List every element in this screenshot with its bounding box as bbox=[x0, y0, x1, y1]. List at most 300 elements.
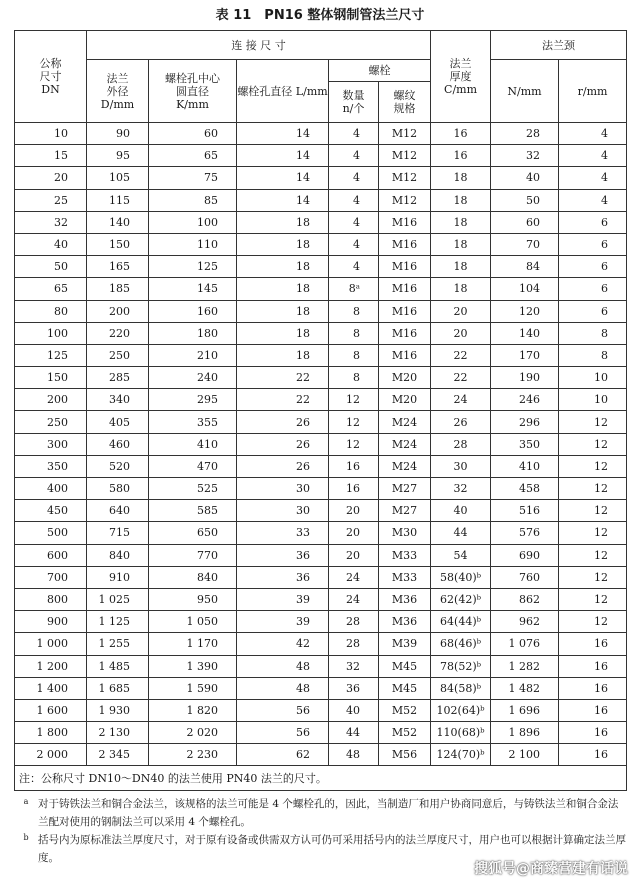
cell-hole-diameter: 14 bbox=[237, 167, 329, 189]
cell-hole-diameter: 18 bbox=[237, 300, 329, 322]
table-row bbox=[15, 455, 627, 477]
cell-outer-diameter: 285 bbox=[87, 367, 149, 389]
cell-bolt-circle: 2 230 bbox=[149, 744, 237, 766]
cell-outer-diameter: 520 bbox=[87, 455, 149, 477]
cell-hole-diameter: 56 bbox=[237, 699, 329, 721]
table-row bbox=[15, 433, 627, 455]
cell-neck-n: 350 bbox=[491, 433, 559, 455]
cell-thickness: 124(70)ᵇ bbox=[431, 744, 491, 766]
cell-neck-n: 1 076 bbox=[491, 633, 559, 655]
cell-bolt-count: 48 bbox=[329, 744, 379, 766]
cell-thickness: 16 bbox=[431, 145, 491, 167]
cell-hole-diameter: 42 bbox=[237, 633, 329, 655]
cell-bolt-thread: M20 bbox=[379, 389, 431, 411]
cell-thickness: 84(58)ᵇ bbox=[431, 677, 491, 699]
cell-bolt-circle: 295 bbox=[149, 389, 237, 411]
cell-bolt-count: 8 bbox=[329, 344, 379, 366]
cell-dn: 300 bbox=[15, 433, 87, 455]
cell-bolt-thread: M30 bbox=[379, 522, 431, 544]
cell-hole-diameter: 36 bbox=[237, 566, 329, 588]
cell-bolt-thread: M12 bbox=[379, 189, 431, 211]
cell-neck-r: 6 bbox=[559, 278, 627, 300]
table-row bbox=[15, 367, 627, 389]
cell-neck-r: 12 bbox=[559, 433, 627, 455]
cell-bolt-count: 20 bbox=[329, 522, 379, 544]
cell-hole-diameter: 18 bbox=[237, 322, 329, 344]
cell-dn: 400 bbox=[15, 478, 87, 500]
cell-neck-n: 32 bbox=[491, 145, 559, 167]
cell-bolt-circle: 210 bbox=[149, 344, 237, 366]
cell-hole-diameter: 33 bbox=[237, 522, 329, 544]
cell-bolt-thread: M56 bbox=[379, 744, 431, 766]
cell-bolt-circle: 110 bbox=[149, 233, 237, 255]
cell-thickness: 30 bbox=[431, 455, 491, 477]
cell-hole-diameter: 36 bbox=[237, 544, 329, 566]
cell-bolt-count: 8ᵃ bbox=[329, 278, 379, 300]
cell-bolt-count: 28 bbox=[329, 633, 379, 655]
cell-bolt-thread: M24 bbox=[379, 455, 431, 477]
cell-bolt-count: 24 bbox=[329, 566, 379, 588]
cell-thickness: 68(46)ᵇ bbox=[431, 633, 491, 655]
cell-neck-r: 16 bbox=[559, 633, 627, 655]
table-row bbox=[15, 588, 627, 610]
table-row bbox=[15, 278, 627, 300]
cell-dn: 25 bbox=[15, 189, 87, 211]
cell-outer-diameter: 715 bbox=[87, 522, 149, 544]
cell-bolt-circle: 145 bbox=[149, 278, 237, 300]
cell-neck-r: 16 bbox=[559, 655, 627, 677]
table-row bbox=[15, 500, 627, 522]
cell-thickness: 24 bbox=[431, 389, 491, 411]
cell-neck-n: 120 bbox=[491, 300, 559, 322]
cell-neck-n: 1 896 bbox=[491, 722, 559, 744]
cell-bolt-count: 4 bbox=[329, 211, 379, 233]
cell-thickness: 16 bbox=[431, 123, 491, 145]
cell-outer-diameter: 220 bbox=[87, 322, 149, 344]
cell-neck-r: 8 bbox=[559, 344, 627, 366]
cell-thickness: 28 bbox=[431, 433, 491, 455]
header-thickness: 法兰 厚度 C/mm bbox=[431, 31, 491, 123]
table-row bbox=[15, 566, 627, 588]
footnotes bbox=[14, 795, 626, 867]
table-note: 注：公称尺寸 DN10～DN40 的法兰使用 PN40 法兰的尺寸。 bbox=[15, 766, 627, 791]
table-row bbox=[15, 633, 627, 655]
cell-bolt-thread: M24 bbox=[379, 433, 431, 455]
table-row bbox=[15, 300, 627, 322]
cell-hole-diameter: 14 bbox=[237, 189, 329, 211]
cell-thickness: 18 bbox=[431, 256, 491, 278]
cell-bolt-count: 12 bbox=[329, 433, 379, 455]
table-title: 表 11 PN16 整体钢制管法兰尺寸 bbox=[215, 8, 425, 23]
cell-outer-diameter: 405 bbox=[87, 411, 149, 433]
cell-dn: 150 bbox=[15, 367, 87, 389]
cell-hole-diameter: 26 bbox=[237, 433, 329, 455]
cell-bolt-count: 24 bbox=[329, 588, 379, 610]
cell-bolt-circle: 950 bbox=[149, 588, 237, 610]
cell-bolt-circle: 1 820 bbox=[149, 699, 237, 721]
cell-neck-n: 1 482 bbox=[491, 677, 559, 699]
cell-bolt-thread: M12 bbox=[379, 167, 431, 189]
cell-neck-r: 12 bbox=[559, 455, 627, 477]
cell-hole-diameter: 18 bbox=[237, 256, 329, 278]
cell-thickness: 22 bbox=[431, 367, 491, 389]
table-row bbox=[15, 322, 627, 344]
cell-hole-diameter: 18 bbox=[237, 278, 329, 300]
cell-thickness: 18 bbox=[431, 278, 491, 300]
cell-neck-r: 12 bbox=[559, 522, 627, 544]
cell-neck-n: 70 bbox=[491, 233, 559, 255]
cell-outer-diameter: 910 bbox=[87, 566, 149, 588]
cell-neck-n: 104 bbox=[491, 278, 559, 300]
table-row bbox=[15, 699, 627, 721]
cell-thickness: 18 bbox=[431, 189, 491, 211]
cell-neck-n: 410 bbox=[491, 455, 559, 477]
cell-hole-diameter: 48 bbox=[237, 677, 329, 699]
cell-neck-r: 16 bbox=[559, 722, 627, 744]
cell-outer-diameter: 250 bbox=[87, 344, 149, 366]
cell-dn: 2 000 bbox=[15, 744, 87, 766]
cell-dn: 32 bbox=[15, 211, 87, 233]
table-row bbox=[15, 722, 627, 744]
cell-thickness: 78(52)ᵇ bbox=[431, 655, 491, 677]
cell-bolt-count: 40 bbox=[329, 699, 379, 721]
cell-thickness: 26 bbox=[431, 411, 491, 433]
cell-hole-diameter: 39 bbox=[237, 588, 329, 610]
cell-bolt-circle: 240 bbox=[149, 367, 237, 389]
cell-dn: 40 bbox=[15, 233, 87, 255]
cell-bolt-circle: 585 bbox=[149, 500, 237, 522]
cell-bolt-count: 8 bbox=[329, 300, 379, 322]
cell-thickness: 110(68)ᵇ bbox=[431, 722, 491, 744]
footnote-text: 对于铸铁法兰和铜合金法兰，该规格的法兰可能是 4 个螺栓孔的，因此，当制造厂和用户协商同意后，与铸铁法兰和铜合金法兰配对使用的钢制法兰可以采用 4 个螺栓孔。 bbox=[38, 798, 619, 828]
cell-neck-n: 1 696 bbox=[491, 699, 559, 721]
header-bolt-circle: 螺栓孔中心 圆直径 K/mm bbox=[149, 60, 237, 123]
cell-outer-diameter: 1 685 bbox=[87, 677, 149, 699]
cell-hole-diameter: 18 bbox=[237, 233, 329, 255]
cell-neck-r: 16 bbox=[559, 744, 627, 766]
cell-bolt-circle: 2 020 bbox=[149, 722, 237, 744]
cell-outer-diameter: 95 bbox=[87, 145, 149, 167]
table-row bbox=[15, 189, 627, 211]
cell-dn: 600 bbox=[15, 544, 87, 566]
cell-dn: 1 600 bbox=[15, 699, 87, 721]
cell-bolt-count: 16 bbox=[329, 478, 379, 500]
cell-outer-diameter: 115 bbox=[87, 189, 149, 211]
cell-neck-n: 1 282 bbox=[491, 655, 559, 677]
cell-bolt-thread: M52 bbox=[379, 699, 431, 721]
cell-dn: 20 bbox=[15, 167, 87, 189]
cell-neck-r: 12 bbox=[559, 500, 627, 522]
cell-dn: 65 bbox=[15, 278, 87, 300]
cell-dn: 1 200 bbox=[15, 655, 87, 677]
cell-bolt-thread: M45 bbox=[379, 677, 431, 699]
cell-bolt-circle: 160 bbox=[149, 300, 237, 322]
cell-outer-diameter: 1 025 bbox=[87, 588, 149, 610]
cell-thickness: 32 bbox=[431, 478, 491, 500]
cell-hole-diameter: 22 bbox=[237, 389, 329, 411]
cell-outer-diameter: 1 930 bbox=[87, 699, 149, 721]
cell-neck-r: 12 bbox=[559, 544, 627, 566]
cell-dn: 700 bbox=[15, 566, 87, 588]
cell-neck-n: 246 bbox=[491, 389, 559, 411]
cell-outer-diameter: 1 485 bbox=[87, 655, 149, 677]
cell-neck-r: 12 bbox=[559, 478, 627, 500]
cell-thickness: 18 bbox=[431, 167, 491, 189]
header-neck-n: N/mm bbox=[491, 60, 559, 123]
header-bolt-count: 数量 n/个 bbox=[329, 82, 379, 123]
cell-dn: 15 bbox=[15, 145, 87, 167]
cell-neck-n: 962 bbox=[491, 611, 559, 633]
cell-bolt-thread: M33 bbox=[379, 544, 431, 566]
cell-neck-r: 12 bbox=[559, 566, 627, 588]
cell-bolt-count: 12 bbox=[329, 411, 379, 433]
cell-bolt-circle: 1 170 bbox=[149, 633, 237, 655]
cell-bolt-thread: M20 bbox=[379, 367, 431, 389]
cell-neck-n: 760 bbox=[491, 566, 559, 588]
cell-bolt-count: 12 bbox=[329, 389, 379, 411]
cell-bolt-thread: M12 bbox=[379, 123, 431, 145]
cell-dn: 800 bbox=[15, 588, 87, 610]
cell-outer-diameter: 105 bbox=[87, 167, 149, 189]
cell-thickness: 64(44)ᵇ bbox=[431, 611, 491, 633]
cell-bolt-circle: 75 bbox=[149, 167, 237, 189]
cell-outer-diameter: 150 bbox=[87, 233, 149, 255]
cell-hole-diameter: 48 bbox=[237, 655, 329, 677]
cell-neck-n: 84 bbox=[491, 256, 559, 278]
table-row bbox=[15, 145, 627, 167]
table-row bbox=[15, 123, 627, 145]
cell-thickness: 20 bbox=[431, 322, 491, 344]
header-bolt-thread: 螺纹 规格 bbox=[379, 82, 431, 123]
cell-bolt-thread: M16 bbox=[379, 300, 431, 322]
cell-dn: 1 800 bbox=[15, 722, 87, 744]
header-bolt: 螺栓 bbox=[329, 60, 431, 82]
table-row bbox=[15, 611, 627, 633]
cell-hole-diameter: 14 bbox=[237, 145, 329, 167]
cell-neck-n: 862 bbox=[491, 588, 559, 610]
cell-bolt-thread: M24 bbox=[379, 411, 431, 433]
cell-neck-n: 190 bbox=[491, 367, 559, 389]
cell-hole-diameter: 39 bbox=[237, 611, 329, 633]
cell-hole-diameter: 56 bbox=[237, 722, 329, 744]
table-row bbox=[15, 544, 627, 566]
cell-bolt-count: 4 bbox=[329, 145, 379, 167]
cell-thickness: 18 bbox=[431, 211, 491, 233]
cell-dn: 1 000 bbox=[15, 633, 87, 655]
table-row bbox=[15, 411, 627, 433]
cell-dn: 100 bbox=[15, 322, 87, 344]
cell-neck-n: 576 bbox=[491, 522, 559, 544]
cell-bolt-thread: M27 bbox=[379, 500, 431, 522]
cell-bolt-circle: 60 bbox=[149, 123, 237, 145]
cell-dn: 50 bbox=[15, 256, 87, 278]
cell-bolt-thread: M16 bbox=[379, 233, 431, 255]
table-row bbox=[15, 211, 627, 233]
cell-outer-diameter: 200 bbox=[87, 300, 149, 322]
cell-thickness: 40 bbox=[431, 500, 491, 522]
cell-hole-diameter: 26 bbox=[237, 455, 329, 477]
cell-bolt-count: 4 bbox=[329, 256, 379, 278]
cell-outer-diameter: 580 bbox=[87, 478, 149, 500]
cell-dn: 350 bbox=[15, 455, 87, 477]
cell-bolt-circle: 355 bbox=[149, 411, 237, 433]
cell-hole-diameter: 30 bbox=[237, 478, 329, 500]
cell-bolt-count: 4 bbox=[329, 233, 379, 255]
cell-outer-diameter: 2 130 bbox=[87, 722, 149, 744]
cell-dn: 500 bbox=[15, 522, 87, 544]
cell-hole-diameter: 18 bbox=[237, 344, 329, 366]
cell-bolt-count: 36 bbox=[329, 677, 379, 699]
cell-bolt-thread: M16 bbox=[379, 322, 431, 344]
table-row bbox=[15, 522, 627, 544]
cell-neck-r: 6 bbox=[559, 211, 627, 233]
cell-bolt-count: 28 bbox=[329, 611, 379, 633]
cell-hole-diameter: 26 bbox=[237, 411, 329, 433]
cell-bolt-count: 20 bbox=[329, 500, 379, 522]
cell-outer-diameter: 90 bbox=[87, 123, 149, 145]
table-row bbox=[15, 344, 627, 366]
cell-thickness: 58(40)ᵇ bbox=[431, 566, 491, 588]
table-row bbox=[15, 167, 627, 189]
cell-neck-n: 170 bbox=[491, 344, 559, 366]
cell-bolt-count: 16 bbox=[329, 455, 379, 477]
cell-bolt-circle: 1 390 bbox=[149, 655, 237, 677]
cell-hole-diameter: 22 bbox=[237, 367, 329, 389]
cell-bolt-thread: M16 bbox=[379, 211, 431, 233]
cell-neck-n: 690 bbox=[491, 544, 559, 566]
cell-thickness: 18 bbox=[431, 233, 491, 255]
cell-hole-diameter: 14 bbox=[237, 123, 329, 145]
table-row bbox=[15, 233, 627, 255]
table-row bbox=[15, 478, 627, 500]
cell-bolt-circle: 770 bbox=[149, 544, 237, 566]
cell-thickness: 54 bbox=[431, 544, 491, 566]
cell-bolt-circle: 100 bbox=[149, 211, 237, 233]
cell-bolt-thread: M33 bbox=[379, 566, 431, 588]
cell-neck-r: 6 bbox=[559, 256, 627, 278]
cell-neck-n: 140 bbox=[491, 322, 559, 344]
cell-bolt-thread: M12 bbox=[379, 145, 431, 167]
cell-bolt-count: 8 bbox=[329, 322, 379, 344]
cell-hole-diameter: 30 bbox=[237, 500, 329, 522]
cell-bolt-thread: M16 bbox=[379, 278, 431, 300]
cell-bolt-circle: 85 bbox=[149, 189, 237, 211]
cell-dn: 80 bbox=[15, 300, 87, 322]
cell-dn: 250 bbox=[15, 411, 87, 433]
cell-neck-r: 8 bbox=[559, 322, 627, 344]
footnote-mark: a bbox=[23, 797, 29, 806]
footnote-mark: b bbox=[23, 833, 29, 842]
cell-bolt-count: 8 bbox=[329, 367, 379, 389]
cell-outer-diameter: 640 bbox=[87, 500, 149, 522]
cell-neck-n: 458 bbox=[491, 478, 559, 500]
header-outer-diameter: 法兰 外径 D/mm bbox=[87, 60, 149, 123]
cell-outer-diameter: 840 bbox=[87, 544, 149, 566]
cell-bolt-circle: 650 bbox=[149, 522, 237, 544]
cell-neck-n: 40 bbox=[491, 167, 559, 189]
cell-bolt-circle: 840 bbox=[149, 566, 237, 588]
cell-neck-r: 4 bbox=[559, 123, 627, 145]
cell-neck-r: 16 bbox=[559, 677, 627, 699]
cell-dn: 450 bbox=[15, 500, 87, 522]
cell-bolt-count: 4 bbox=[329, 189, 379, 211]
cell-outer-diameter: 460 bbox=[87, 433, 149, 455]
cell-dn: 200 bbox=[15, 389, 87, 411]
cell-dn: 125 bbox=[15, 344, 87, 366]
table-row bbox=[15, 744, 627, 766]
cell-bolt-count: 44 bbox=[329, 722, 379, 744]
cell-bolt-circle: 1 050 bbox=[149, 611, 237, 633]
cell-outer-diameter: 185 bbox=[87, 278, 149, 300]
cell-hole-diameter: 62 bbox=[237, 744, 329, 766]
cell-bolt-thread: M16 bbox=[379, 344, 431, 366]
cell-neck-n: 50 bbox=[491, 189, 559, 211]
cell-bolt-thread: M45 bbox=[379, 655, 431, 677]
cell-neck-n: 296 bbox=[491, 411, 559, 433]
table-row bbox=[15, 256, 627, 278]
header-neck: 法兰颈 bbox=[491, 31, 627, 60]
cell-outer-diameter: 1 255 bbox=[87, 633, 149, 655]
cell-hole-diameter: 18 bbox=[237, 211, 329, 233]
cell-neck-r: 16 bbox=[559, 699, 627, 721]
cell-outer-diameter: 140 bbox=[87, 211, 149, 233]
footnote-text: 括号内为原标准法兰厚度尺寸，对于原有设备或供需双方认可仍可采用括号内的法兰厚度尺寸，用户也可以根据计算确定法兰厚度。 bbox=[38, 834, 626, 864]
cell-neck-r: 10 bbox=[559, 389, 627, 411]
cell-neck-r: 4 bbox=[559, 167, 627, 189]
table-row bbox=[15, 677, 627, 699]
cell-dn: 1 400 bbox=[15, 677, 87, 699]
cell-bolt-count: 32 bbox=[329, 655, 379, 677]
header-neck-r: r/mm bbox=[559, 60, 627, 123]
table-row bbox=[15, 389, 627, 411]
watermark: 搜狐号@商臻营建有话说 bbox=[474, 861, 628, 877]
cell-thickness: 22 bbox=[431, 344, 491, 366]
cell-neck-r: 4 bbox=[559, 145, 627, 167]
cell-neck-r: 12 bbox=[559, 588, 627, 610]
cell-outer-diameter: 165 bbox=[87, 256, 149, 278]
cell-bolt-circle: 410 bbox=[149, 433, 237, 455]
cell-neck-r: 6 bbox=[559, 233, 627, 255]
cell-bolt-count: 4 bbox=[329, 167, 379, 189]
cell-bolt-thread: M36 bbox=[379, 588, 431, 610]
cell-neck-n: 60 bbox=[491, 211, 559, 233]
table-row bbox=[15, 655, 627, 677]
cell-neck-r: 4 bbox=[559, 189, 627, 211]
cell-neck-n: 28 bbox=[491, 123, 559, 145]
cell-neck-r: 10 bbox=[559, 367, 627, 389]
cell-bolt-count: 4 bbox=[329, 123, 379, 145]
cell-bolt-thread: M52 bbox=[379, 722, 431, 744]
cell-bolt-circle: 470 bbox=[149, 455, 237, 477]
cell-thickness: 102(64)ᵇ bbox=[431, 699, 491, 721]
cell-dn: 10 bbox=[15, 123, 87, 145]
header-dn: 公称 尺寸 DN bbox=[15, 31, 87, 123]
cell-dn: 900 bbox=[15, 611, 87, 633]
cell-bolt-count: 20 bbox=[329, 544, 379, 566]
footnote-a bbox=[14, 795, 626, 831]
cell-neck-r: 6 bbox=[559, 300, 627, 322]
cell-bolt-circle: 1 590 bbox=[149, 677, 237, 699]
cell-bolt-thread: M39 bbox=[379, 633, 431, 655]
cell-bolt-thread: M27 bbox=[379, 478, 431, 500]
cell-neck-n: 2 100 bbox=[491, 744, 559, 766]
cell-neck-n: 516 bbox=[491, 500, 559, 522]
cell-thickness: 20 bbox=[431, 300, 491, 322]
cell-thickness: 62(42)ᵇ bbox=[431, 588, 491, 610]
cell-bolt-thread: M16 bbox=[379, 256, 431, 278]
cell-thickness: 44 bbox=[431, 522, 491, 544]
cell-bolt-thread: M36 bbox=[379, 611, 431, 633]
